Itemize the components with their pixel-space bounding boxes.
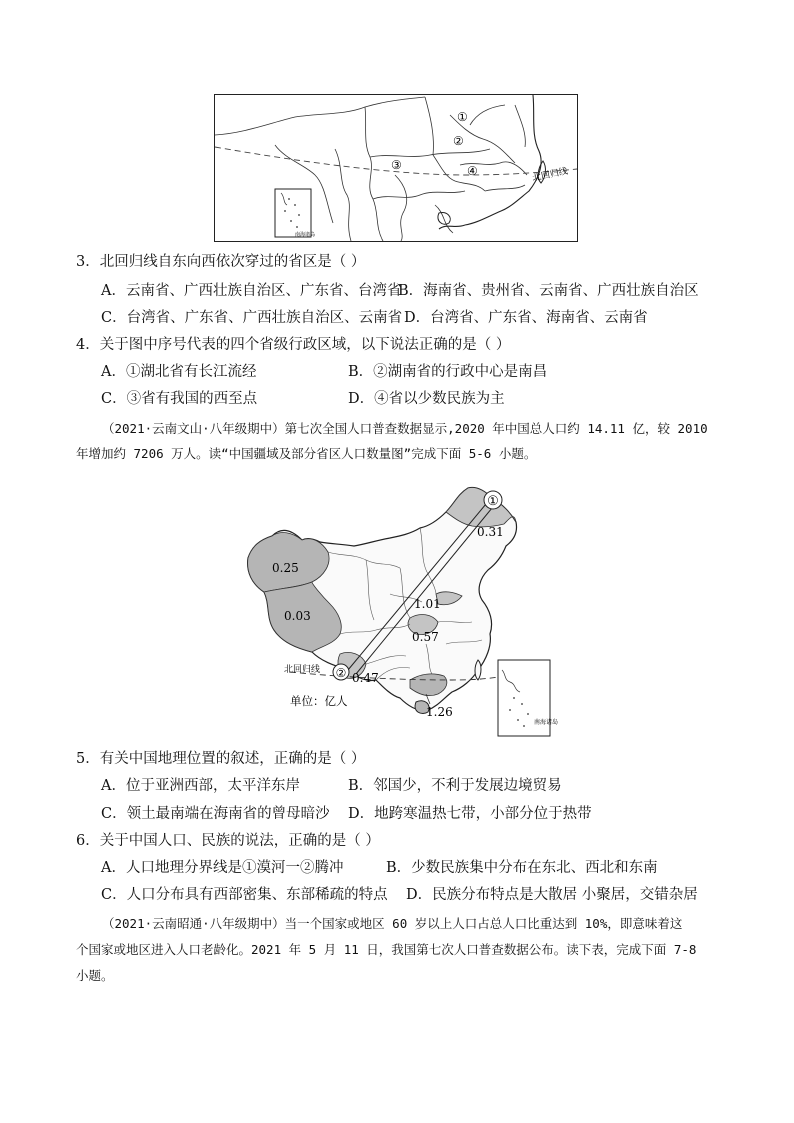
question-5-option-c[interactable]: C．领土最南端在海南省的曾母暗沙 <box>101 806 330 822</box>
value-xinjiang: 0.25 <box>272 561 299 575</box>
question-4-option-a[interactable]: A．①湖北省有长江流经 <box>101 364 257 380</box>
intro-7-8-line3: 小题。 <box>76 968 114 983</box>
map1-label-1: ① <box>457 110 468 124</box>
question-6-option-d[interactable]: D．民族分布特点是大散居 小聚居，交错杂居 <box>406 887 698 903</box>
question-5-option-b[interactable]: B．邻国少，不利于发展边境贸易 <box>348 778 562 794</box>
question-6-option-c[interactable]: C．人口分布具有西部密集、东部稀疏的特点 <box>101 887 388 903</box>
question-3-option-a[interactable]: A．云南省、广西壮族自治区、广东省、台湾省 <box>101 283 402 299</box>
map1-label-4: ④ <box>467 164 478 178</box>
question-4-option-d[interactable]: D．④省以少数民族为主 <box>348 391 505 407</box>
question-3-option-c[interactable]: C．台湾省、广东省、广西壮族自治区、云南省 <box>101 310 403 326</box>
map2-point-1: ① <box>487 494 499 509</box>
question-5-option-d[interactable]: D．地跨寒温热七带，小部分位于热带 <box>348 806 592 822</box>
value-yunnan: 0.47 <box>352 671 379 685</box>
question-3-option-d[interactable]: D．台湾省、广东省、海南省、云南省 <box>404 310 648 326</box>
map2-inset-label: 南海诸岛 <box>534 719 559 726</box>
question-4-option-c[interactable]: C．③省有我国的西至点 <box>101 391 258 407</box>
question-3-stem: 3．北回归线自东向西依次穿过的省区是（ ） <box>76 254 366 270</box>
map2-unit-label: 单位：亿人 <box>290 694 348 708</box>
value-shandong: 1.01 <box>414 597 441 611</box>
map1-label-3: ③ <box>391 158 402 172</box>
china-population-map <box>240 484 559 740</box>
value-tibet: 0.03 <box>284 609 311 623</box>
question-4-stem: 4．关于图中序号代表的四个省级行政区域，以下说法正确的是（ ） <box>76 337 511 353</box>
question-6-option-a[interactable]: A．人口地理分界线是①漠河一②腾冲 <box>101 860 344 876</box>
china-population-map-svg <box>240 484 559 740</box>
value-guangdong: 1.26 <box>426 705 453 719</box>
value-henan: 0.57 <box>412 630 439 644</box>
map2-tropic-label: 北回归线 <box>284 665 321 675</box>
intro-5-6-line2: 年增加约 7206 万人。读“中国疆域及部分省区人口数量图”完成下面 5-6 小题。 <box>76 446 537 461</box>
value-heilongjiang: 0.31 <box>477 525 504 539</box>
question-6-option-b[interactable]: B．少数民族集中分布在东北、西北和东南 <box>386 860 658 876</box>
map1-inset-label: 南海诸岛 <box>295 232 316 238</box>
intro-7-8-line2: 个国家或地区进入人口老龄化。2021 年 5 月 11 日，我国第七次人口普查数据公布。读下表，完成下面 7-8 <box>76 942 697 957</box>
intro-7-8-line1: （2021·云南昭通·八年级期中）当一个国家或地区 60 岁以上人口占总人口比重达到 10%，即意味着这 <box>102 916 683 931</box>
question-3-option-b[interactable]: B．海南省、贵州省、云南省、广西壮族自治区 <box>398 283 699 299</box>
question-5-option-a[interactable]: A．位于亚洲西部，太平洋东岸 <box>101 778 300 794</box>
question-5-stem: 5．有关中国地理位置的叙述，正确的是（ ） <box>76 751 366 767</box>
map1-tropic-label: 北回归线 <box>531 166 569 184</box>
province-map <box>214 94 578 242</box>
map1-label-2: ② <box>453 134 464 148</box>
question-6-stem: 6．关于中国人口、民族的说法，正确的是（ ） <box>76 833 380 849</box>
intro-5-6-line1: （2021·云南文山·八年级期中）第七次全国人口普查数据显示,2020 年中国总人口约 14.11 亿，较 2010 <box>102 421 708 436</box>
map2-point-2: ② <box>335 666 347 680</box>
question-4-option-b[interactable]: B．②湖南省的行政中心是南昌 <box>348 364 548 380</box>
province-map-svg <box>215 95 577 241</box>
